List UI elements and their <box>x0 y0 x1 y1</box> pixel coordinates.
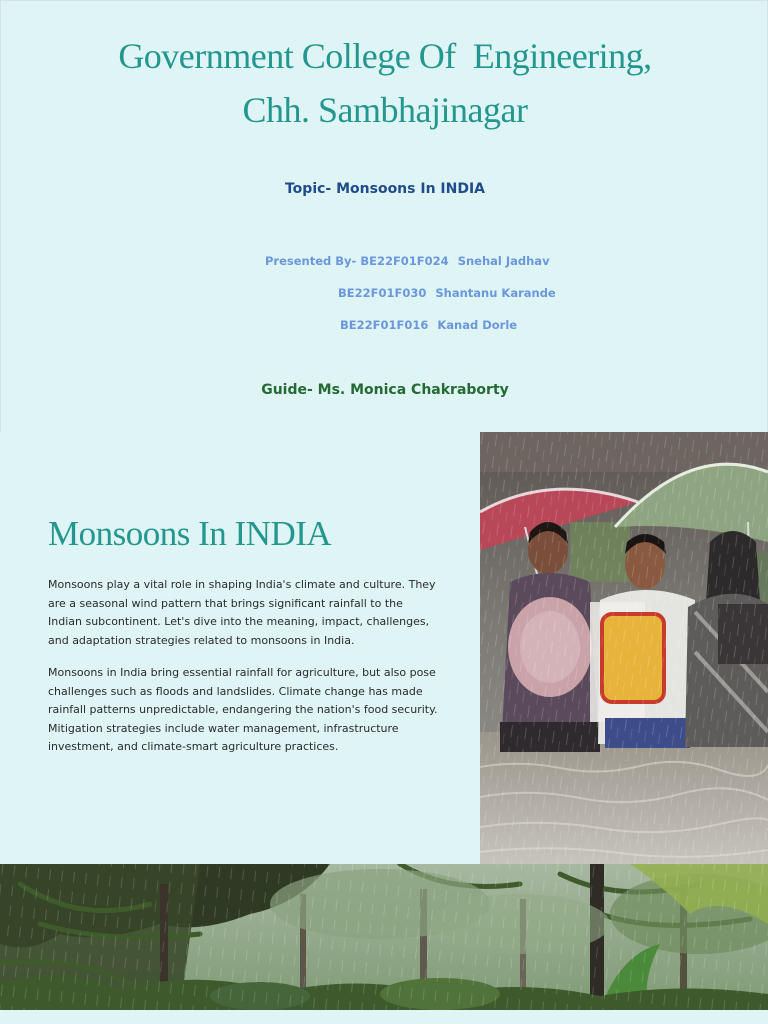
presenter-roll: BE22F01F024 <box>360 254 449 268</box>
college-title <box>1 29 768 137</box>
rainforest-photo <box>0 864 768 1010</box>
topic-heading: Topic- Monsoons In INDIA <box>284 181 485 197</box>
content-paragraph-2: Monsoons in India bring essential rainfall for agriculture, but also pose challenges such as floods and landslides. Climate change has made rainfall patterns unpredictable, endangering the nation's food security. Mitigation strategies include water management, infrastructure investment, and climate-smart agriculture practices. <box>48 666 438 753</box>
content-heading: Monsoons In INDIA <box>48 514 332 553</box>
presenter-row-1 <box>265 254 550 268</box>
college-title-line2: Chh. Sambhajinagar <box>242 90 528 130</box>
college-title-line1: Government College Of Engineering, <box>118 36 652 76</box>
presenter-roll: BE22F01F016 <box>340 318 429 332</box>
presenter-name: Snehal Jadhav <box>457 254 550 268</box>
presenter-name: Kanad Dorle <box>437 318 518 332</box>
title-slide <box>0 0 768 434</box>
presenter-name: Shantanu Karande <box>435 286 556 300</box>
presented-by-label: Presented By- <box>265 254 357 268</box>
next-slide-edge <box>0 1010 768 1024</box>
presenter-row-3 <box>340 318 517 332</box>
presenter-roll: BE22F01F030 <box>338 286 427 300</box>
content-slide <box>0 432 768 864</box>
presenter-row-2 <box>338 286 556 300</box>
forest-slide <box>0 864 768 1010</box>
monsoon-flood-photo <box>480 432 768 864</box>
content-paragraph-1: Monsoons play a vital role in shaping India's climate and culture. They are a seasonal wind pattern that brings significant rainfall to the Indian subcontinent. Let's dive into the meaning, impact, challenges, and adaptation strategies related to monsoons in India. <box>48 578 436 647</box>
guide-line: Guide- Ms. Monica Chakraborty <box>261 382 509 398</box>
